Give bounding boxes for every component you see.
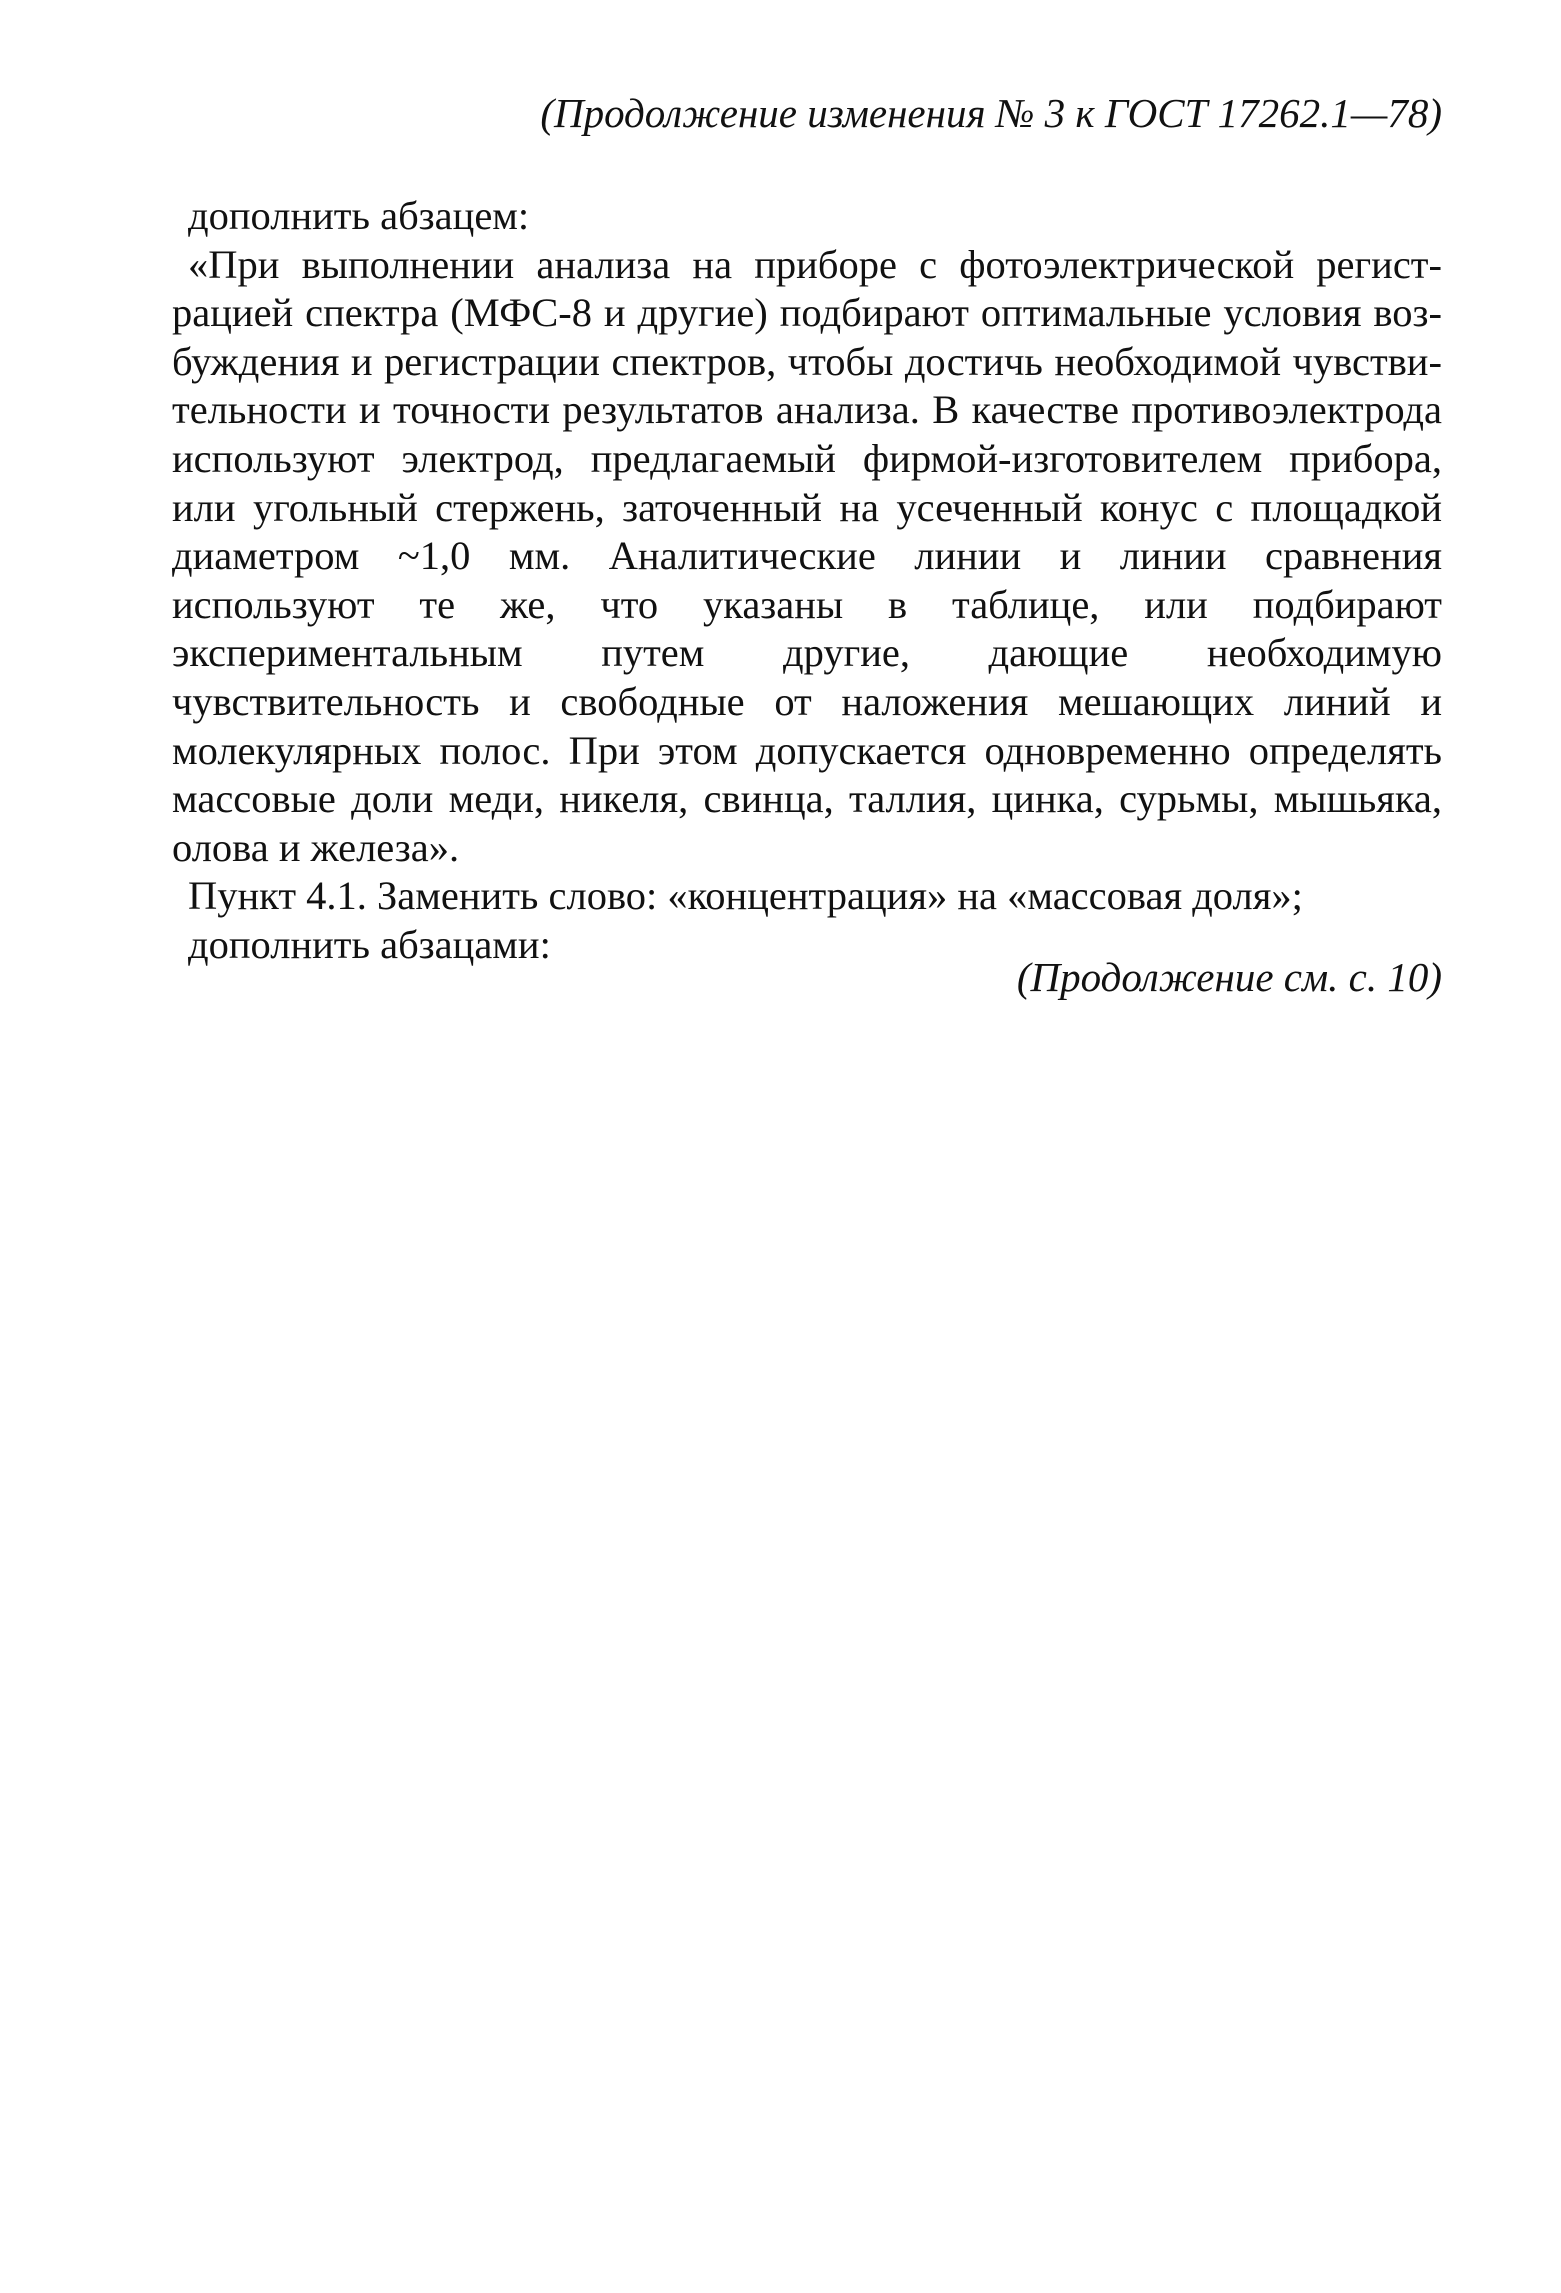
item-paragraph: Пункт 4.1. Заменить слово: «концентрация» на «массовая доля»; (188, 873, 1303, 919)
quote-paragraph: «При выполнении анализа на приборе с фотоэлектрической регистрацией спектра (МФС-8 и другие) подбирают оптимальные условия возбуждения и регистрации спектров, чтобы достичь необходимой чувствительности и точности результатов анализа. В качестве противоэлектрода используют электрод, предлагаемый фирмой-изготовителем прибора, или угольный стержень, заточенный на усеченный конус с площадкой диаметром ~1,0 мм. Аналитические линии и линии сравнения используют те же, что указаны в таблице, или подбирают экспериментальным путем другие, дающие необходимую чувствительность и свободные от наложения мешающих линий и молекулярных полос. При этом допускается одновременно определять массовые доли меди, никеля, свинца, таллия, цинка, сурьмы, мышьяка, олова и железа». (172, 241, 1442, 870)
lead-in-line: дополнить абзацем: (188, 193, 530, 238)
continuation-footer: (Продолжение см. с. 10) (1016, 954, 1442, 1000)
continuation-header: (Продолжение изменения № 3 к ГОСТ 17262.1—78) (540, 90, 1442, 136)
document-body (172, 192, 1442, 970)
item-lead-in-line: дополнить абзацами: (188, 921, 551, 967)
